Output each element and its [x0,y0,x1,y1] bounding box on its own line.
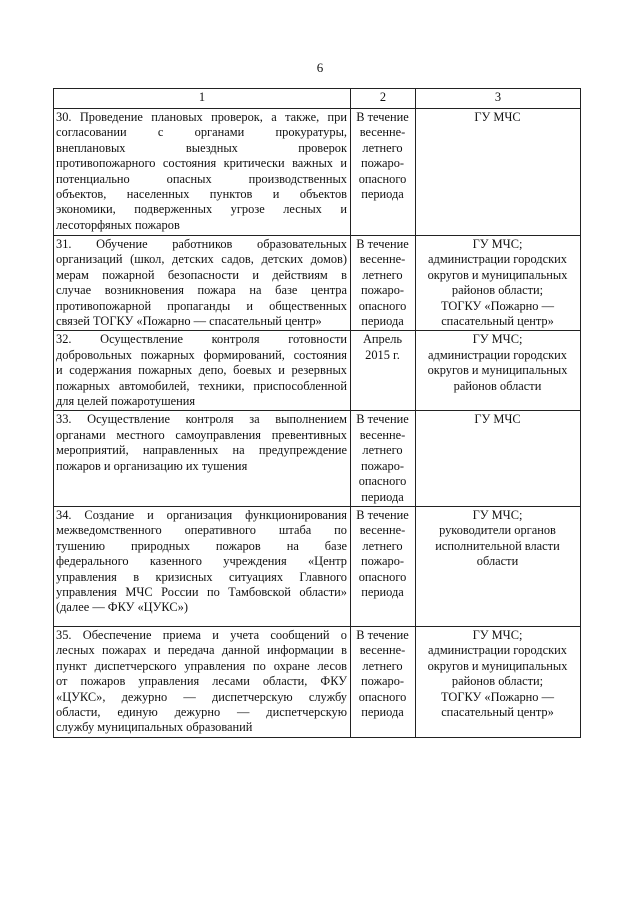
responsible-line: ГУ МЧС; [472,237,523,251]
period-line: весенне- [359,523,406,538]
activity-line: и содержания пожарных депо, боевых и резервных [56,363,347,378]
responsible-line: администрации городских [428,643,567,658]
activity-cell [54,236,351,331]
period-line: опасного [358,298,407,313]
responsible-line: спасательный центр» [441,704,554,719]
table-row [54,411,581,506]
responsible-line: ГУ МЧС [474,110,521,124]
period-line: периода [361,584,404,599]
period-line: В течение [356,237,409,251]
activity-line: службу муниципальных образований [56,720,253,735]
responsible-line: ГУ МЧС; [472,507,523,522]
activity-line: мероприятий, направленных на предупреждение [56,443,347,458]
activity-line: 30. Проведение плановых проверок, а также, при [56,110,347,124]
period-line: опасного [358,171,407,186]
activity-line: области, единую дежурно — диспетчерскую [56,704,347,719]
activity-line: лесных пожарах и передача данной информации в [56,643,347,658]
responsible-line: руководители органов [439,523,556,538]
period-line: весенне- [359,252,406,267]
activity-line: согласовании с органами прокуратуры, [56,125,347,140]
activity-line: от пожаров управления лесами области, ФКУ [56,674,347,689]
period-cell [351,411,416,506]
period-line: пожаро- [360,554,405,569]
measures-table [53,88,581,738]
responsible-line: районов области; [451,674,544,689]
period-line: В течение [356,412,409,427]
period-cell [351,506,416,626]
period-line: периода [361,314,404,329]
table-row [54,626,581,737]
responsible-line: ГУ МЧС [474,412,521,427]
responsible-cell [416,411,581,506]
period-line: летнего [362,267,403,282]
period-line: периода [361,489,404,504]
activity-line: лесоторфяных пожаров [56,217,180,232]
period-line: опасного [358,569,407,584]
period-line: В течение [356,627,409,642]
activity-line: 34. Создание и организация функционирования [56,507,347,522]
activity-line: органами местного самоуправления превентивных [56,427,347,442]
activity-line: объектов, населенных пунктов и объектов [56,187,347,202]
activity-line: связей ТОГКУ «Пожарно — спасательный центр» [56,314,322,329]
period-line: летнего [362,658,403,673]
table-row [54,109,581,236]
table-row [54,331,581,411]
responsible-line: ТОГКУ «Пожарно — [440,298,554,313]
period-line: пожаро- [360,674,405,689]
responsible-line: округов и муниципальных [427,658,568,673]
activity-line: «ЦУКС», дежурно — диспетчерскую службу [56,689,347,704]
activity-line: экономики, подверженных угрозе лесных и [56,202,347,217]
period-line: 2015 г. [365,347,400,362]
period-line: периода [361,187,404,202]
activity-line: тушению природных пожаров на базе [56,538,347,553]
column-header-1: 1 [54,89,351,109]
period-line: В течение [356,507,409,522]
period-line: Апрель [362,332,403,347]
activity-line: федерального казенного учреждения «Центр [56,554,347,569]
measures-table-body [54,89,581,738]
responsible-line: ГУ МЧС; [472,627,523,642]
responsible-line: районов области; [451,283,544,298]
responsible-line: ТОГКУ «Пожарно — [440,689,554,704]
period-cell [351,109,416,236]
column-header-3: 3 [416,89,581,109]
activity-line: пункт диспетчерского управления по охране лесов [56,658,347,673]
period-line: пожаро- [360,283,405,298]
activity-line: 33. Осуществление контроля за выполнением [56,412,347,427]
responsible-cell [416,626,581,737]
responsible-line: спасательный центр» [441,314,554,329]
responsible-cell [416,331,581,411]
responsible-line: области [476,554,519,569]
activity-line: межведомственного оперативного штаба по [56,523,347,538]
activity-line: управления в кризисных ситуациях Главного [56,569,347,584]
table-row [54,506,581,626]
period-line: опасного [358,689,407,704]
activity-line: случае возникновения пожара на базе центра [56,283,347,298]
table-header-row [54,89,581,109]
responsible-cell [416,236,581,331]
responsible-line: администрации городских [428,252,567,267]
activity-line: 31. Обучение работников образовательных [56,237,347,251]
activity-line: потенциально опасных производственных [56,171,347,186]
activity-line: противопожарной пропаганды и общественных [56,298,347,313]
activity-line: для целей пожаротушения [56,394,196,409]
responsible-line: районов области [453,378,542,393]
period-line: весенне- [359,427,406,442]
activity-line: внеплановых выездных проверок [56,140,347,155]
period-cell [351,331,416,411]
period-line: периода [361,704,404,719]
period-line: весенне- [359,643,406,658]
activity-line: организаций (школ, детских садов, детских домов) [56,252,347,267]
activity-cell [54,109,351,236]
period-line: пожаро- [360,156,405,171]
activity-line: управления МЧС России по Тамбовской области» [56,584,347,599]
activity-cell [54,331,351,411]
period-line: летнего [362,538,403,553]
activity-line: (далее — ФКУ «ЦУКС») [56,600,188,615]
period-line: пожаро- [360,458,405,473]
activity-line: добровольных пожарных формирований, состояния [56,347,347,362]
responsible-cell [416,109,581,236]
period-cell [351,236,416,331]
activity-line: пожарных автомобилей, техники, приспособленной [56,378,347,393]
period-line: опасного [358,474,407,489]
period-line: В течение [356,110,409,124]
responsible-line: ГУ МЧС; [472,332,523,347]
activity-cell [54,626,351,737]
table-row [54,236,581,331]
responsible-line: администрации городских [428,347,567,362]
activity-line: 35. Обеспечение приема и учета сообщений о [56,627,347,642]
page-number: 6 [316,60,324,75]
activity-line: противопожарного состояния критически важных и [56,156,347,171]
responsible-line: исполнительной власти [435,538,560,553]
activity-line: пожаров и организацию их тушения [56,458,248,473]
period-line: летнего [362,443,403,458]
activity-cell [54,411,351,506]
responsible-cell [416,506,581,626]
activity-cell [54,506,351,626]
activity-line: 32. Осуществление контроля готовности [56,332,347,347]
period-line: весенне- [359,125,406,140]
column-header-2: 2 [351,89,416,109]
responsible-line: округов и муниципальных [427,267,568,282]
period-line: летнего [362,140,403,155]
activity-line: мерам пожарной безопасности и действиям в [56,267,347,282]
period-cell [351,626,416,737]
responsible-line: округов и муниципальных [427,363,568,378]
